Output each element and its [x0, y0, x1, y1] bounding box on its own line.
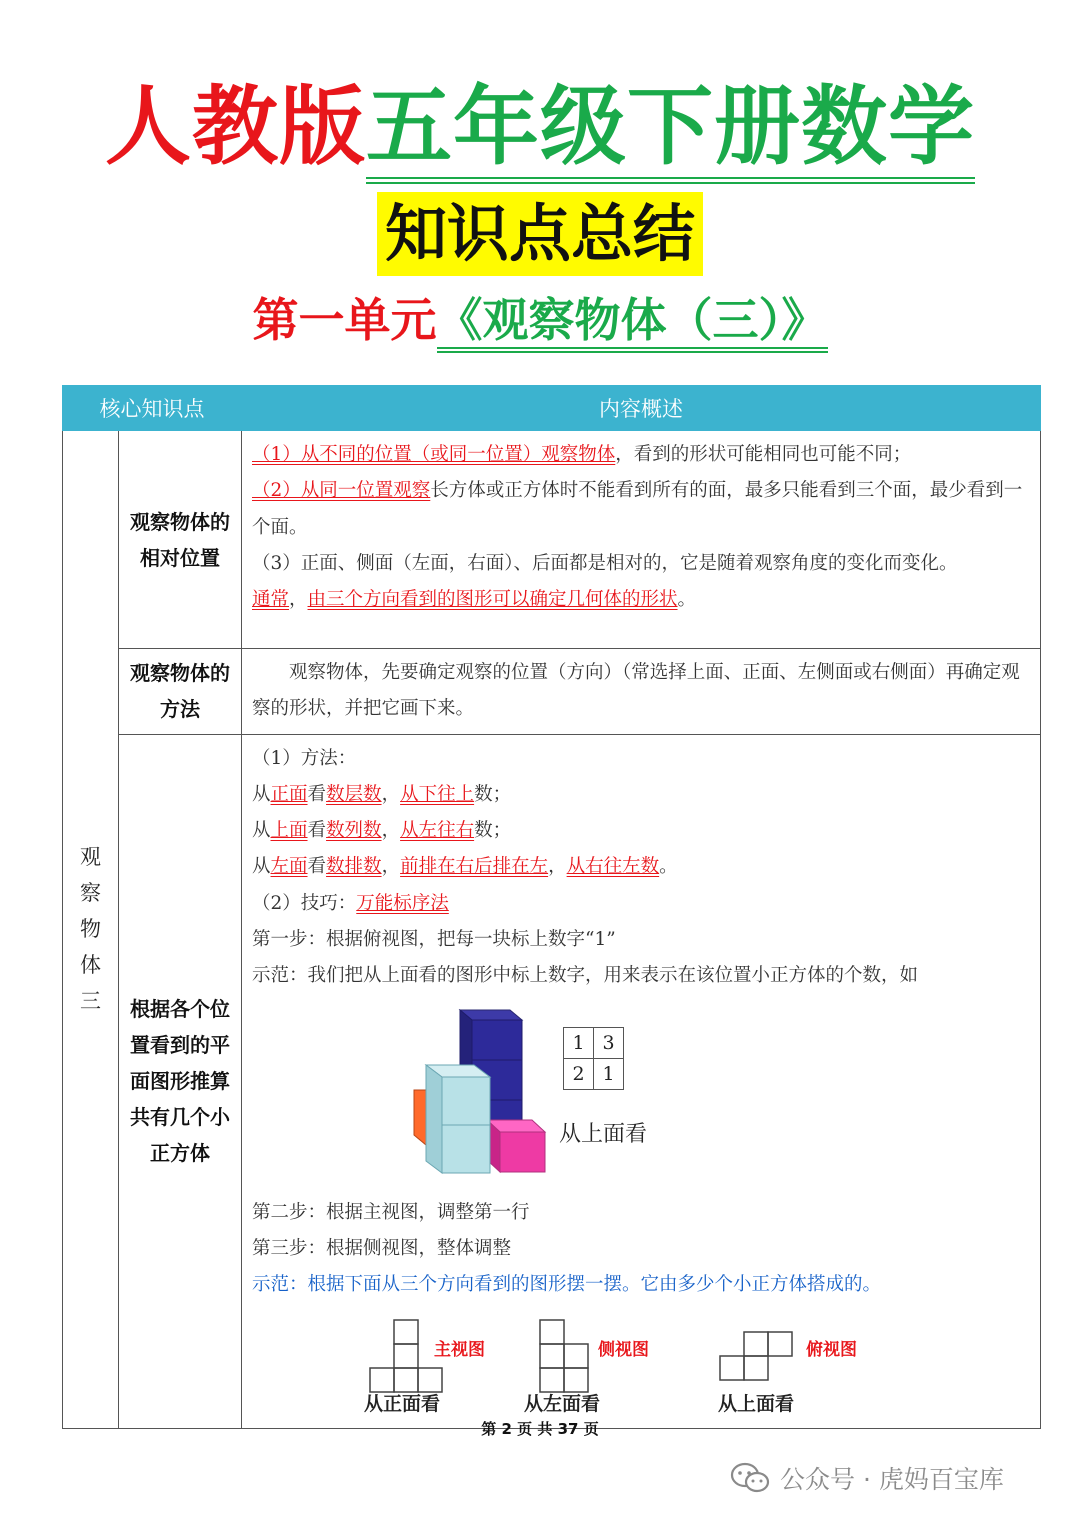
text-span: 看: [307, 820, 327, 842]
text-span: 数列数: [326, 820, 382, 842]
text-span: 通常: [252, 589, 290, 611]
cube-face: [442, 1125, 490, 1173]
unit-label-cell: [63, 431, 119, 1429]
content-relative-position: [242, 431, 1041, 649]
method-line-front: [252, 777, 1030, 813]
watermark-text: 公众号 · 虎妈百宝库: [780, 1465, 1004, 1494]
content-count-cubes: [242, 734, 1041, 1428]
text-span: 从: [252, 783, 271, 805]
text-span: 从: [252, 820, 271, 842]
topic-method: 观察物体的方法: [119, 649, 242, 735]
top-view-diagram: [718, 1330, 798, 1390]
text-line: 第二步：根据主视图，调整第一行: [252, 1201, 530, 1223]
text-span: 看: [307, 783, 327, 805]
subtitle-highlight: 知识点总结: [377, 192, 703, 276]
text-span: ，: [381, 820, 401, 842]
wechat-icon: [730, 1462, 770, 1494]
text-span: ，: [381, 856, 401, 878]
view-label-side: 侧视图: [598, 1339, 649, 1360]
text-span: 从: [252, 856, 271, 878]
text-span: （2）从同一位置观察: [252, 480, 431, 502]
text-span: ，: [548, 856, 567, 878]
cube-demo-figure: [252, 995, 1030, 1195]
text-span: ，: [289, 589, 308, 611]
text-span: ，看到的形状可能相同也可能不同；: [615, 444, 912, 465]
table-header-row: [63, 386, 1041, 431]
text-span: 。: [659, 856, 678, 878]
text-span: 数层数: [326, 783, 382, 805]
grid-caption: 从上面看: [559, 1121, 648, 1147]
top-view-number-grid: [563, 1027, 624, 1090]
text-span: 万能标序法: [356, 892, 449, 914]
cube-face: [414, 1090, 426, 1145]
text-span: 数；: [474, 820, 512, 842]
unit-name: 《观察物体（三）》: [437, 293, 828, 353]
table-row: [63, 649, 1041, 735]
table-row: [63, 431, 1041, 649]
text-span: 由三个方向看到的图形可以确定几何体的形状: [307, 589, 678, 611]
title-part-grade: 五年级下册数学: [366, 77, 975, 184]
text-line: 示范：我们把从上面看的图形中标上数字，用来表示在该位置小正方体的个数，如: [252, 965, 919, 987]
view-caption-front: 从正面看: [364, 1392, 441, 1415]
three-views-figure: [252, 1304, 1030, 1422]
text-span: 。: [677, 589, 697, 611]
topic-relative-position: 观察物体的相对位置: [119, 431, 242, 649]
knowledge-table: [62, 385, 1041, 1429]
text-line: （3）正面、侧面（左面，右面）、后面都是相对的，它是随着观察角度的变化而变化。: [252, 552, 958, 574]
text-span: 上面: [270, 820, 308, 842]
text-span: 前排在右后排在左: [400, 856, 549, 878]
text-line: 第三步：根据侧视图，整体调整: [252, 1237, 512, 1259]
view-caption-side: 从左面看: [524, 1392, 601, 1415]
text-span: 左面: [270, 856, 308, 878]
grid-cell: 1: [594, 1058, 624, 1089]
subtitle: [0, 192, 1080, 276]
view-caption-top: 从上面看: [718, 1392, 795, 1415]
text-span: （2）技巧：: [252, 892, 357, 914]
text-span: 数排数: [326, 856, 382, 878]
method-line-top: [252, 813, 1030, 849]
view-label-front: 主视图: [434, 1339, 485, 1360]
text-span: 长方体或正方体时不能看到所有的面，最多只能看到三个面，最少看到一个面。: [252, 480, 1023, 538]
text-span: 正面: [270, 783, 308, 805]
topic-count-cubes: 根据各个位置看到的平面图形推算共有几个小正方体: [119, 734, 242, 1428]
unit-title: [0, 288, 1080, 354]
text-span: 看: [307, 856, 327, 878]
main-title: [0, 72, 1080, 182]
text-line: 示范：根据下面从三个方向看到的图形摆一摆。它由多少个小正方体搭成的。: [252, 1274, 882, 1296]
header-content: 内容概述: [242, 386, 1041, 431]
watermark: [730, 1458, 1004, 1498]
method-line-left: [252, 849, 1030, 885]
table-row: [63, 734, 1041, 1428]
unit-label: 观察物体三: [80, 845, 101, 1014]
page-footer: 第 2 页 共 37 页: [481, 1420, 599, 1438]
content-method: [242, 649, 1041, 735]
cube-face: [500, 1132, 545, 1172]
grid-cell: 2: [564, 1058, 594, 1089]
text-span: 数；: [474, 783, 512, 805]
cube-stack-illustration: [402, 995, 702, 1195]
unit-number: 第一单元: [252, 293, 437, 347]
header-core: 核心知识点: [63, 386, 242, 431]
text-span: （1）从不同的位置（或同一位置）观察物体: [252, 444, 616, 465]
text-span: ，: [381, 783, 401, 805]
text-span: 从左往右: [400, 820, 475, 842]
cube-face: [426, 1065, 442, 1173]
text-line: 观察物体，先要确定观察的位置（方向）（常选择上面、正面、左侧面或右侧面）再确定观察的形状，并把它画下来。: [252, 662, 1020, 720]
view-label-top: 俯视图: [806, 1339, 857, 1360]
cube-face: [442, 1077, 490, 1125]
text-span: 从右往左数: [566, 856, 660, 878]
title-part-publisher: 人教版: [105, 77, 366, 177]
text-span: 从下往上: [400, 783, 475, 805]
grid-cell: 1: [564, 1027, 594, 1058]
text-line: 第一步：根据俯视图，把每一块标上数字“1”: [252, 929, 616, 951]
grid-cell: 3: [594, 1027, 624, 1058]
text-line: （1）方法：: [252, 747, 357, 769]
